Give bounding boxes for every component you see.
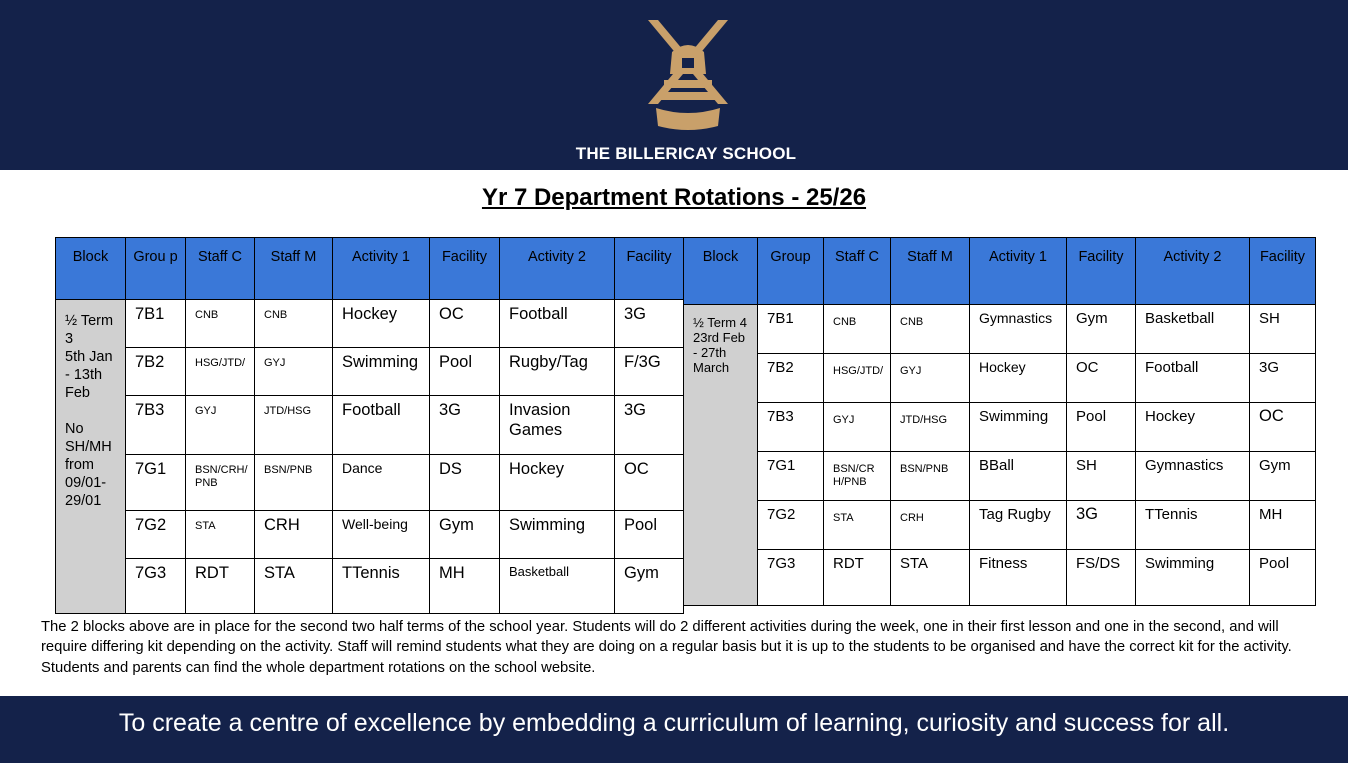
group-cell: 7B3 (126, 396, 186, 455)
staff-m-cell: JTD/HSG (891, 403, 970, 452)
facility1-cell: DS (430, 455, 500, 511)
facility2-cell: OC (1250, 403, 1316, 452)
column-header: Staff M (255, 238, 333, 300)
activity1-cell: Football (333, 396, 430, 455)
column-header: Facility (615, 238, 684, 300)
column-header: Activity 2 (1136, 238, 1250, 305)
activity2-cell: Swimming (1136, 550, 1250, 606)
staff-m-cell: CRH (891, 501, 970, 550)
staff-c-cell: STA (186, 511, 255, 559)
column-header: Activity 2 (500, 238, 615, 300)
facility1-cell: SH (1067, 452, 1136, 501)
activity1-cell: Gymnastics (970, 305, 1067, 354)
group-cell: 7B2 (126, 348, 186, 396)
column-header: Facility (1067, 238, 1136, 305)
rotation-table-block1 (55, 237, 684, 614)
windmill-icon (636, 18, 740, 136)
facility1-cell: Pool (430, 348, 500, 396)
block-label: ½ Term 3 5th Jan - 13th Feb No SH/MH from 09/01-29/01 (56, 300, 126, 614)
staff-m-cell: BSN/PNB (891, 452, 970, 501)
facility2-cell: Gym (1250, 452, 1316, 501)
staff-m-cell: BSN/PNB (255, 455, 333, 511)
facility2-cell: SH (1250, 305, 1316, 354)
activity2-cell: TTennis (1136, 501, 1250, 550)
staff-m-cell: CNB (891, 305, 970, 354)
activity1-cell: Swimming (333, 348, 430, 396)
activity1-cell: Hockey (970, 354, 1067, 403)
column-header: Staff C (824, 238, 891, 305)
facility2-cell: Pool (615, 511, 684, 559)
column-header: Grou p (126, 238, 186, 300)
staff-c-cell: GYJ (824, 403, 891, 452)
column-header: Staff C (186, 238, 255, 300)
group-cell: 7G2 (758, 501, 824, 550)
activity1-cell: Swimming (970, 403, 1067, 452)
group-cell: 7G2 (126, 511, 186, 559)
facility1-cell: OC (1067, 354, 1136, 403)
facility1-cell: FS/DS (1067, 550, 1136, 606)
activity1-cell: Dance (333, 455, 430, 511)
footer-banner (0, 696, 1348, 763)
facility2-cell: 3G (615, 300, 684, 348)
group-cell: 7B1 (758, 305, 824, 354)
staff-c-cell: GYJ (186, 396, 255, 455)
activity2-cell: Hockey (1136, 403, 1250, 452)
staff-c-cell: HSG/JTD/ (824, 354, 891, 403)
activity2-cell: Basketball (500, 559, 615, 614)
column-header: Activity 1 (333, 238, 430, 300)
footer-motto: To create a centre of excellence by embedding a curriculum of learning, curiosity and success for all. (118, 709, 1230, 737)
activity1-cell: Well-being (333, 511, 430, 559)
group-cell: 7G1 (758, 452, 824, 501)
activity2-cell: Gymnastics (1136, 452, 1250, 501)
group-cell: 7G3 (758, 550, 824, 606)
staff-c-cell: CNB (824, 305, 891, 354)
facility2-cell: 3G (1250, 354, 1316, 403)
staff-c-cell: RDT (824, 550, 891, 606)
group-cell: 7G1 (126, 455, 186, 511)
facility2-cell: F/3G (615, 348, 684, 396)
column-header: Facility (430, 238, 500, 300)
staff-m-cell: STA (255, 559, 333, 614)
activity2-cell: Invasion Games (500, 396, 615, 455)
activity2-cell: Swimming (500, 511, 615, 559)
column-header: Staff M (891, 238, 970, 305)
staff-c-cell: BSN/CRH/PNB (824, 452, 891, 501)
facility1-cell: OC (430, 300, 500, 348)
group-cell: 7B2 (758, 354, 824, 403)
explanation-note: The 2 blocks above are in place for the second two half terms of the school year. Students will do 2 different activities during the week, one in their first lesson and one in the second, and will require differing kit depending on the activity. Staff will remind students what they are doing on a regular basis but it is up to the students to be organised and have the correct kit for the activity. Students and parents can find the whole department rotations on the school website. (41, 619, 1292, 676)
staff-m-cell: GYJ (891, 354, 970, 403)
facility1-cell: Pool (1067, 403, 1136, 452)
facility2-cell: MH (1250, 501, 1316, 550)
activity1-cell: BBall (970, 452, 1067, 501)
activity1-cell: Hockey (333, 300, 430, 348)
facility2-cell: 3G (615, 396, 684, 455)
activity2-cell: Football (500, 300, 615, 348)
group-cell: 7B1 (126, 300, 186, 348)
facility2-cell: Pool (1250, 550, 1316, 606)
facility1-cell: Gym (1067, 305, 1136, 354)
facility1-cell: 3G (1067, 501, 1136, 550)
facility2-cell: Gym (615, 559, 684, 614)
column-header: Block (684, 238, 758, 305)
activity2-cell: Basketball (1136, 305, 1250, 354)
facility2-cell: OC (615, 455, 684, 511)
staff-m-cell: JTD/HSG (255, 396, 333, 455)
activity1-cell: Tag Rugby (970, 501, 1067, 550)
page-title: Yr 7 Department Rotations - 25/26 (481, 184, 867, 211)
facility1-cell: MH (430, 559, 500, 614)
activity2-cell: Hockey (500, 455, 615, 511)
rotation-table-block2 (683, 237, 1316, 606)
column-header: Group (758, 238, 824, 305)
school-name: THE BILLERICAY SCHOOL (575, 144, 797, 163)
staff-c-cell: BSN/CRH/PNB (186, 455, 255, 511)
group-cell: 7B3 (758, 403, 824, 452)
activity2-cell: Football (1136, 354, 1250, 403)
staff-c-cell: RDT (186, 559, 255, 614)
group-cell: 7G3 (126, 559, 186, 614)
facility1-cell: 3G (430, 396, 500, 455)
header-banner (0, 0, 1348, 170)
activity2-cell: Rugby/Tag (500, 348, 615, 396)
column-header: Activity 1 (970, 238, 1067, 305)
staff-m-cell: CRH (255, 511, 333, 559)
staff-m-cell: STA (891, 550, 970, 606)
facility1-cell: Gym (430, 511, 500, 559)
staff-c-cell: STA (824, 501, 891, 550)
staff-c-cell: CNB (186, 300, 255, 348)
block-label: ½ Term 4 23rd Feb - 27th March (684, 305, 758, 606)
column-header: Block (56, 238, 126, 300)
staff-m-cell: CNB (255, 300, 333, 348)
column-header: Facility (1250, 238, 1316, 305)
activity1-cell: TTennis (333, 559, 430, 614)
staff-m-cell: GYJ (255, 348, 333, 396)
activity1-cell: Fitness (970, 550, 1067, 606)
staff-c-cell: HSG/JTD/ (186, 348, 255, 396)
